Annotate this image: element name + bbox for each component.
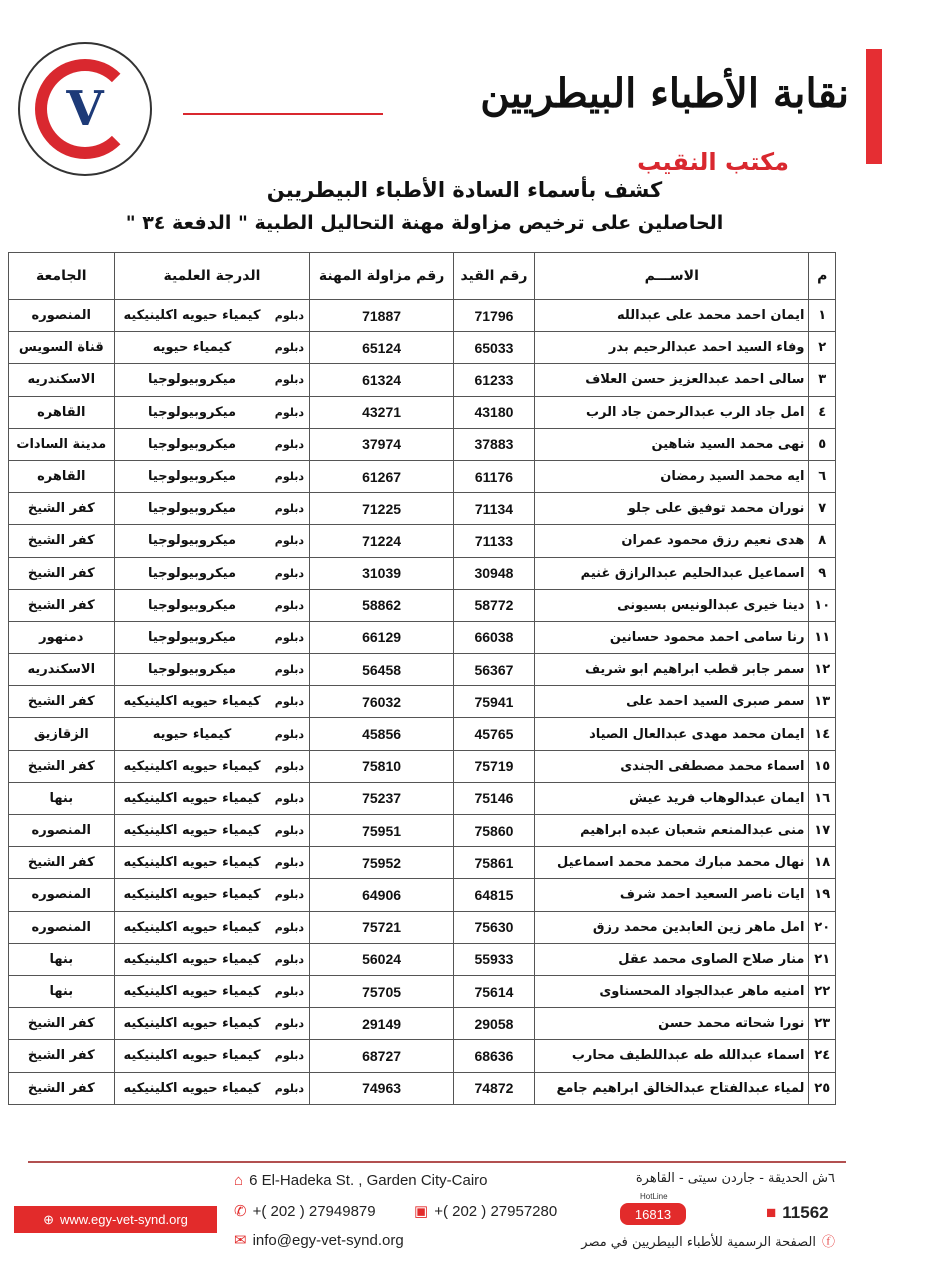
row-degree-subject: كيمياء حيويه اكلينيكيه	[114, 1072, 269, 1104]
syndicate-logo: V	[18, 42, 152, 176]
row-university: كفر الشيخ	[9, 1008, 115, 1040]
row-index: ٤	[809, 396, 836, 428]
row-index: ٦	[809, 460, 836, 492]
row-name: سمر صبرى السيد احمد على	[535, 686, 809, 718]
table-row	[9, 686, 836, 718]
row-degree-subject: كيمياء حيويه	[114, 332, 269, 364]
row-university: بنها	[9, 782, 115, 814]
row-university: دمنهور	[9, 621, 115, 653]
header-divider	[183, 113, 383, 115]
row-degree-subject: ميكروبيولوجيا	[114, 428, 269, 460]
mailbox-icon: ■	[766, 1203, 777, 1222]
row-degree-subject: كيمياء حيويه اكلينيكيه	[114, 847, 269, 879]
row-degree-type: دبلوم	[269, 879, 309, 911]
phone-icon: ✆	[234, 1203, 247, 1220]
row-degree-subject: ميكروبيولوجيا	[114, 493, 269, 525]
table-row	[9, 815, 836, 847]
row-practice-number: 61267	[310, 460, 454, 492]
row-degree-type: دبلوم	[269, 1008, 309, 1040]
row-degree-type: دبلوم	[269, 525, 309, 557]
row-degree-type: دبلوم	[269, 460, 309, 492]
row-name: نهال محمد مبارك محمد محمد اسماعيل	[535, 847, 809, 879]
row-registration: 29058	[453, 1008, 534, 1040]
row-registration: 56367	[453, 654, 534, 686]
row-index: ٩	[809, 557, 836, 589]
row-registration: 75719	[453, 750, 534, 782]
row-degree-type: دبلوم	[269, 621, 309, 653]
row-degree-subject: كيمياء حيويه اكلينيكيه	[114, 782, 269, 814]
row-degree-subject: كيمياء حيويه	[114, 718, 269, 750]
row-degree-type: دبلوم	[269, 750, 309, 782]
row-practice-number: 37974	[310, 428, 454, 460]
row-name: ايه محمد السيد رمضان	[535, 460, 809, 492]
row-registration: 55933	[453, 943, 534, 975]
table-row	[9, 525, 836, 557]
row-registration: 75861	[453, 847, 534, 879]
row-degree-type: دبلوم	[269, 1040, 309, 1072]
row-index: ١٦	[809, 782, 836, 814]
globe-icon: ⊕	[43, 1211, 54, 1227]
po-box: ■ 11562	[766, 1203, 829, 1222]
row-degree-subject: كيمياء حيويه اكلينيكيه	[114, 750, 269, 782]
row-practice-number: 75237	[310, 782, 454, 814]
row-index: ١٠	[809, 589, 836, 621]
row-index: ١٩	[809, 879, 836, 911]
row-practice-number: 58862	[310, 589, 454, 621]
fax: ▣ +( 202 ) 27957280	[414, 1203, 558, 1220]
row-registration: 68636	[453, 1040, 534, 1072]
row-university: المنصوره	[9, 879, 115, 911]
row-degree-subject: ميكروبيولوجيا	[114, 557, 269, 589]
row-degree-subject: ميكروبيولوجيا	[114, 654, 269, 686]
row-university: بنها	[9, 943, 115, 975]
row-practice-number: 75951	[310, 815, 454, 847]
row-practice-number: 43271	[310, 396, 454, 428]
row-index: ٣	[809, 364, 836, 396]
table-row	[9, 557, 836, 589]
row-university: كفر الشيخ	[9, 750, 115, 782]
row-degree-subject: ميكروبيولوجيا	[114, 525, 269, 557]
row-index: ٧	[809, 493, 836, 525]
row-practice-number: 74963	[310, 1072, 454, 1104]
row-index: ١	[809, 300, 836, 332]
phone: ✆ +( 202 ) 27949879	[234, 1203, 376, 1220]
row-practice-number: 31039	[310, 557, 454, 589]
row-registration: 37883	[453, 428, 534, 460]
row-name: سمر جابر قطب ابراهيم ابو شريف	[535, 654, 809, 686]
row-degree-subject: كيمياء حيويه اكلينيكيه	[114, 815, 269, 847]
table-row	[9, 975, 836, 1007]
row-registration: 58772	[453, 589, 534, 621]
row-practice-number: 61324	[310, 364, 454, 396]
table-row	[9, 300, 836, 332]
address-en: ⌂ 6 El-Hadeka St. , Garden City-Cairo	[234, 1172, 488, 1189]
row-degree-type: دبلوم	[269, 396, 309, 428]
row-name: امل جاد الرب عبدالرحمن جاد الرب	[535, 396, 809, 428]
row-index: ١٤	[809, 718, 836, 750]
table-row	[9, 493, 836, 525]
col-practice-number: رقم مزاولة المهنة	[310, 253, 454, 300]
row-degree-subject: ميكروبيولوجيا	[114, 589, 269, 621]
row-university: الزقازيق	[9, 718, 115, 750]
row-degree-subject: كيمياء حيويه اكلينيكيه	[114, 975, 269, 1007]
hotline-badge: 16813	[620, 1203, 686, 1225]
row-registration: 61233	[453, 364, 534, 396]
row-university: الاسكندريه	[9, 654, 115, 686]
table-row	[9, 782, 836, 814]
row-registration: 71133	[453, 525, 534, 557]
row-name: امنيه ماهر عبدالجواد المحسناوى	[535, 975, 809, 1007]
row-practice-number: 56458	[310, 654, 454, 686]
table-row	[9, 621, 836, 653]
row-practice-number: 75705	[310, 975, 454, 1007]
col-registration: رقم القيد	[453, 253, 534, 300]
row-registration: 75630	[453, 911, 534, 943]
row-name: هدى نعيم رزق محمود عمران	[535, 525, 809, 557]
row-name: اسماء محمد مصطفى الجندى	[535, 750, 809, 782]
row-degree-subject: كيمياء حيويه اكلينيكيه	[114, 300, 269, 332]
row-name: ايمان احمد محمد على عبدالله	[535, 300, 809, 332]
col-name: الاســـم	[535, 253, 809, 300]
table-row	[9, 911, 836, 943]
row-degree-subject: ميكروبيولوجيا	[114, 460, 269, 492]
row-practice-number: 66129	[310, 621, 454, 653]
row-name: وفاء السيد احمد عبدالرحيم بدر	[535, 332, 809, 364]
table-row	[9, 460, 836, 492]
row-degree-type: دبلوم	[269, 782, 309, 814]
brand-title: نقابة الأطباء البيطريين	[480, 70, 849, 117]
facebook-icon: ⓕ	[821, 1235, 835, 1250]
table-row	[9, 847, 836, 879]
row-index: ١٧	[809, 815, 836, 847]
row-practice-number: 71224	[310, 525, 454, 557]
row-index: ٢٣	[809, 1008, 836, 1040]
row-university: الاسكندريه	[9, 364, 115, 396]
row-registration: 45765	[453, 718, 534, 750]
row-registration: 30948	[453, 557, 534, 589]
row-university: القاهره	[9, 460, 115, 492]
row-registration: 75146	[453, 782, 534, 814]
row-degree-subject: كيمياء حيويه اكلينيكيه	[114, 943, 269, 975]
row-practice-number: 45856	[310, 718, 454, 750]
row-degree-subject: ميكروبيولوجيا	[114, 364, 269, 396]
row-university: المنصوره	[9, 300, 115, 332]
row-university: كفر الشيخ	[9, 1040, 115, 1072]
row-degree-subject: كيمياء حيويه اكلينيكيه	[114, 1040, 269, 1072]
row-registration: 64815	[453, 879, 534, 911]
row-university: قناة السويس	[9, 332, 115, 364]
row-name: لمياء عبدالفتاح عبدالخالق ابراهيم جامع	[535, 1072, 809, 1104]
website-link[interactable]: ⊕ www.egy-vet-synd.org	[14, 1206, 217, 1233]
row-practice-number: 75952	[310, 847, 454, 879]
row-index: ١٥	[809, 750, 836, 782]
row-university: كفر الشيخ	[9, 589, 115, 621]
row-degree-type: دبلوم	[269, 589, 309, 621]
email-link[interactable]: ✉ info@egy-vet-synd.org	[234, 1232, 404, 1249]
row-practice-number: 76032	[310, 686, 454, 718]
row-degree-type: دبلوم	[269, 815, 309, 847]
row-degree-type: دبلوم	[269, 428, 309, 460]
row-registration: 71134	[453, 493, 534, 525]
document-title: كشف بأسماء السادة الأطباء البيطريين	[266, 178, 663, 202]
table-row	[9, 1040, 836, 1072]
row-index: ٢	[809, 332, 836, 364]
row-university: المنصوره	[9, 815, 115, 847]
row-degree-type: دبلوم	[269, 364, 309, 396]
row-university: القاهره	[9, 396, 115, 428]
row-registration: 75614	[453, 975, 534, 1007]
row-name: ايات ناصر السعيد احمد شرف	[535, 879, 809, 911]
mail-icon: ✉	[234, 1232, 247, 1249]
document-subtitle: الحاصلين على ترخيص مزاولة مهنة التحاليل الطبية " الدفعة ٣٤ "	[125, 212, 724, 234]
address-ar: ٦ش الحديقة - جاردن سيتى - القاهرة	[635, 1171, 835, 1186]
row-practice-number: 75810	[310, 750, 454, 782]
table-row	[9, 879, 836, 911]
row-degree-subject: كيمياء حيويه اكلينيكيه	[114, 911, 269, 943]
row-index: ٨	[809, 525, 836, 557]
row-practice-number: 75721	[310, 911, 454, 943]
row-name: رنا سامى احمد محمود حسانين	[535, 621, 809, 653]
row-registration: 61176	[453, 460, 534, 492]
row-university: كفر الشيخ	[9, 525, 115, 557]
col-index: م	[809, 253, 836, 300]
home-icon: ⌂	[234, 1172, 244, 1189]
table-row	[9, 1008, 836, 1040]
row-name: دينا خيرى عبدالونيس بسيونى	[535, 589, 809, 621]
row-degree-subject: ميكروبيولوجيا	[114, 396, 269, 428]
table-row	[9, 396, 836, 428]
row-practice-number: 56024	[310, 943, 454, 975]
row-university: كفر الشيخ	[9, 686, 115, 718]
row-index: ٢٠	[809, 911, 836, 943]
row-registration: 71796	[453, 300, 534, 332]
row-university: مدينة السادات	[9, 428, 115, 460]
row-degree-type: دبلوم	[269, 557, 309, 589]
row-degree-type: دبلوم	[269, 1072, 309, 1104]
facebook-link[interactable]: ⓕالصفحة الرسمية للأطباء البيطريين في مصر	[581, 1235, 835, 1250]
office-label: مكتب النقيب	[637, 148, 789, 176]
row-index: ١٣	[809, 686, 836, 718]
row-degree-type: دبلوم	[269, 654, 309, 686]
row-degree-type: دبلوم	[269, 332, 309, 364]
row-degree-type: دبلوم	[269, 911, 309, 943]
row-registration: 65033	[453, 332, 534, 364]
row-degree-type: دبلوم	[269, 975, 309, 1007]
doctors-table	[8, 252, 836, 1105]
row-index: ٢٤	[809, 1040, 836, 1072]
row-registration: 75860	[453, 815, 534, 847]
table-header	[9, 253, 836, 300]
row-index: ١١	[809, 621, 836, 653]
fax-icon: ▣	[414, 1203, 429, 1220]
row-index: ١٨	[809, 847, 836, 879]
row-index: ٥	[809, 428, 836, 460]
row-name: اسماء عبدالله طه عبداللطيف محارب	[535, 1040, 809, 1072]
row-degree-subject: كيمياء حيويه اكلينيكيه	[114, 686, 269, 718]
row-index: ١٢	[809, 654, 836, 686]
row-degree-type: دبلوم	[269, 943, 309, 975]
row-university: كفر الشيخ	[9, 1072, 115, 1104]
row-degree-type: دبلوم	[269, 718, 309, 750]
red-accent-bar	[866, 49, 882, 164]
row-index: ٢٢	[809, 975, 836, 1007]
row-degree-type: دبلوم	[269, 847, 309, 879]
row-index: ٢٥	[809, 1072, 836, 1104]
row-registration: 66038	[453, 621, 534, 653]
row-practice-number: 71887	[310, 300, 454, 332]
row-index: ٢١	[809, 943, 836, 975]
table-row	[9, 654, 836, 686]
table-row	[9, 750, 836, 782]
row-university: كفر الشيخ	[9, 493, 115, 525]
row-registration: 74872	[453, 1072, 534, 1104]
row-registration: 75941	[453, 686, 534, 718]
row-name: نهى محمد السيد شاهين	[535, 428, 809, 460]
row-degree-subject: كيمياء حيويه اكلينيكيه	[114, 879, 269, 911]
row-university: كفر الشيخ	[9, 847, 115, 879]
row-registration: 43180	[453, 396, 534, 428]
row-degree-type: دبلوم	[269, 493, 309, 525]
row-name: ايمان محمد مهدى عبدالعال الصياد	[535, 718, 809, 750]
col-university: الجامعة	[9, 253, 115, 300]
row-practice-number: 29149	[310, 1008, 454, 1040]
row-name: سالى احمد عبدالعزيز حسن العلاف	[535, 364, 809, 396]
row-name: نورا شحاته محمد حسن	[535, 1008, 809, 1040]
hotline-label: HotLine	[640, 1192, 668, 1201]
table-row	[9, 1072, 836, 1104]
table-row	[9, 589, 836, 621]
row-name: ايمان عبدالوهاب فريد عيش	[535, 782, 809, 814]
row-degree-subject: كيمياء حيويه اكلينيكيه	[114, 1008, 269, 1040]
table-row	[9, 332, 836, 364]
row-university: المنصوره	[9, 911, 115, 943]
table-row	[9, 428, 836, 460]
table-row	[9, 718, 836, 750]
row-name: امل ماهر زين العابدين محمد رزق	[535, 911, 809, 943]
row-university: كفر الشيخ	[9, 557, 115, 589]
table-row	[9, 943, 836, 975]
col-degree: الدرجة العلمية	[114, 253, 310, 300]
row-name: منار صلاح الصاوى محمد عقل	[535, 943, 809, 975]
row-name: منى عبدالمنعم شعبان عبده ابراهيم	[535, 815, 809, 847]
row-practice-number: 65124	[310, 332, 454, 364]
row-degree-type: دبلوم	[269, 300, 309, 332]
table-row	[9, 364, 836, 396]
row-practice-number: 68727	[310, 1040, 454, 1072]
row-degree-subject: ميكروبيولوجيا	[114, 621, 269, 653]
footer-divider	[28, 1161, 846, 1163]
row-degree-type: دبلوم	[269, 686, 309, 718]
row-practice-number: 64906	[310, 879, 454, 911]
row-practice-number: 71225	[310, 493, 454, 525]
row-university: بنها	[9, 975, 115, 1007]
row-name: اسماعيل عبدالحليم عبدالرازق غنيم	[535, 557, 809, 589]
row-name: نوران محمد توفيق على جلو	[535, 493, 809, 525]
